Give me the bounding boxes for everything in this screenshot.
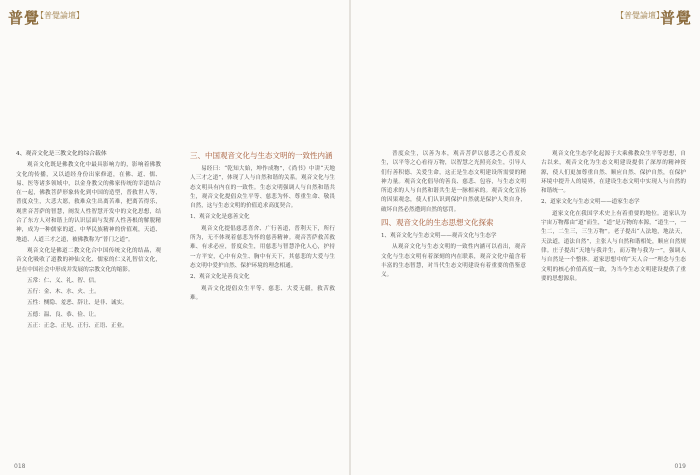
brand-logo: 普覺 — [659, 9, 692, 27]
paragraph: 观音文化生态学化起源于大乘佛教众生平等思想，自古以来，观音文化为生态文明建设提供了深厚的精神资源，使人们更加尊重自然、顺应自然、保护自然，在保护环境中提升人的境界，在建设生态文明中实现人与自然的和谐统一。 — [541, 151, 686, 195]
paragraph: 观音文化是佛道二教文化合中国传统文化的结晶，观音文化吸收了道教的神仙文化、儒家的仁义礼智信文化，是在中国社会中形成并发展的宗教文化的缩影。 — [16, 247, 161, 273]
left-column-1 — [16, 150, 161, 333]
subsection-heading: 2、观音文化是善良文化 — [190, 274, 250, 281]
left-column-2 — [190, 150, 335, 305]
section-heading: 四、观音文化的生态思想文化探索 — [381, 218, 494, 228]
page-number-right: 019 — [674, 463, 686, 470]
paragraph: 易经曰：“乾知大始，坤作成物”，《尚书》中讲“天地人三才之道”，体现了人与自然和谐的关系。观音文化与生态文明具有内在的一致性。生态文明强调人与自然和谐共生，观音文化提倡众生平等、慈悲为怀、尊重生命、敬畏自然，这与生态文明的价值追求高度契合。 — [190, 166, 335, 210]
paragraph: 观音文化提倡慈悲喜舍、广行善道，普利天下，所行所为，无不体现着慈悲为怀的慈善精神。观音菩萨救苦救难、有求必应，普度众生，用慈悲与智慧净化人心，护持一方平安，心中有众生、胸中有天下，其慈悲的大爱与生态文明中爱护自然、保护环境的理念相通。 — [190, 225, 335, 269]
paragraph: 观音文化提倡众生平等、慈悲、大爱无疆，救苦救难。 — [190, 285, 335, 301]
list-line: 五德：温、良、恭、俭、让。 — [27, 311, 100, 318]
subsection-heading: 2、道家文化与生态文明——道家生态学 — [541, 199, 640, 206]
paragraph: 普度众生，以善为本，观音菩萨以慈悲之心普度众生，以平等之心看待万物，以智慧之光照亮众生，引导人们行善积德、关爱生命，这正是生态文明建设所需要的精神力量。观音文化倡导的善良、慈悲、包容，与生态文明所追求的人与自然和谐共生是一脉相承的。观音文化宣扬的因果观念，使人们认识到保护自然就是保护人类自身，破坏自然必然遭到自然的惩罚。 — [381, 151, 526, 213]
page-number-left: 018 — [14, 463, 26, 470]
list-line: 五行：金、木、水、火、土。 — [27, 289, 100, 296]
paragraph: 从观音文化与生态文明的一致性内涵可以看出，观音文化与生态文明有着深刻的内在联系，观音文化中蕴含着丰富的生态智慧，对当代生态文明建设有着重要的借鉴意义。 — [381, 244, 526, 279]
right-column-2 — [541, 150, 686, 286]
right-column-1 — [381, 150, 526, 283]
paragraph: 道家文化在我国学术史上有着重要的地位。道家认为宇宙万物都由“道”而生，“道”是万物的本源，“道生一，一生二，二生三，三生万物”。老子提出“人法地，地法天，天法道，道法自然”，主张人与自然和谐相处，顺应自然规律。庄子提出“天地与我并生，而万物与我为一”，强调人与自然是一个整体。道家思想中的“天人合一”理念与生态文明的核心价值高度一致，为当今生态文明建设提供了重要的思想源泉。 — [541, 210, 686, 282]
subsection-heading: 1、观音文化与生态文明——观音文化与生态学 — [381, 233, 497, 240]
subsection-heading: 4、观音文化是三教文化的综合载体 — [16, 151, 107, 157]
section-heading: 三、中国观音文化与生态文明的一致性内涵 — [190, 151, 333, 160]
section-tag: 【普覺論壇】 — [36, 11, 84, 20]
left-page — [0, 0, 349, 475]
list-line: 五常：仁、义、礼、智、信。 — [27, 277, 100, 284]
list-line: 五性：恻隐、羞恶、辞让、是非、诚实。 — [27, 300, 128, 307]
right-page — [351, 0, 700, 475]
section-tag: 【普覺論壇】 — [616, 11, 664, 20]
list-line: 五正：正念、正见、正行、正语、正业。 — [27, 323, 128, 330]
subsection-heading: 1、观音文化是慈善文化 — [190, 214, 250, 221]
brand-logo: 普覺 — [8, 9, 41, 27]
paragraph: 观音文化既是佛教文化中最具影响力的，影响着佛教文化的传播，又以道经身份出家修道，在佛、道、儒、易、医等诸多领域中，以金身教父的佛家传统的幸道结合在一起，佛教菩萨形象转化到中国的造型，普救世人等，普度众生，大悲大愿，救难众生出离苦难，把离苦得乐，观世音菩萨的智慧，阐发人性智慧开发中的文化思想，结合了东方人对和谐上的认识层面与发挥人性善根的解脱精神，成为一种儒家的道、中华民族精神的价值观，天道、地道、人道三才之道，被佛教称为“普门之道”。 — [16, 162, 161, 243]
